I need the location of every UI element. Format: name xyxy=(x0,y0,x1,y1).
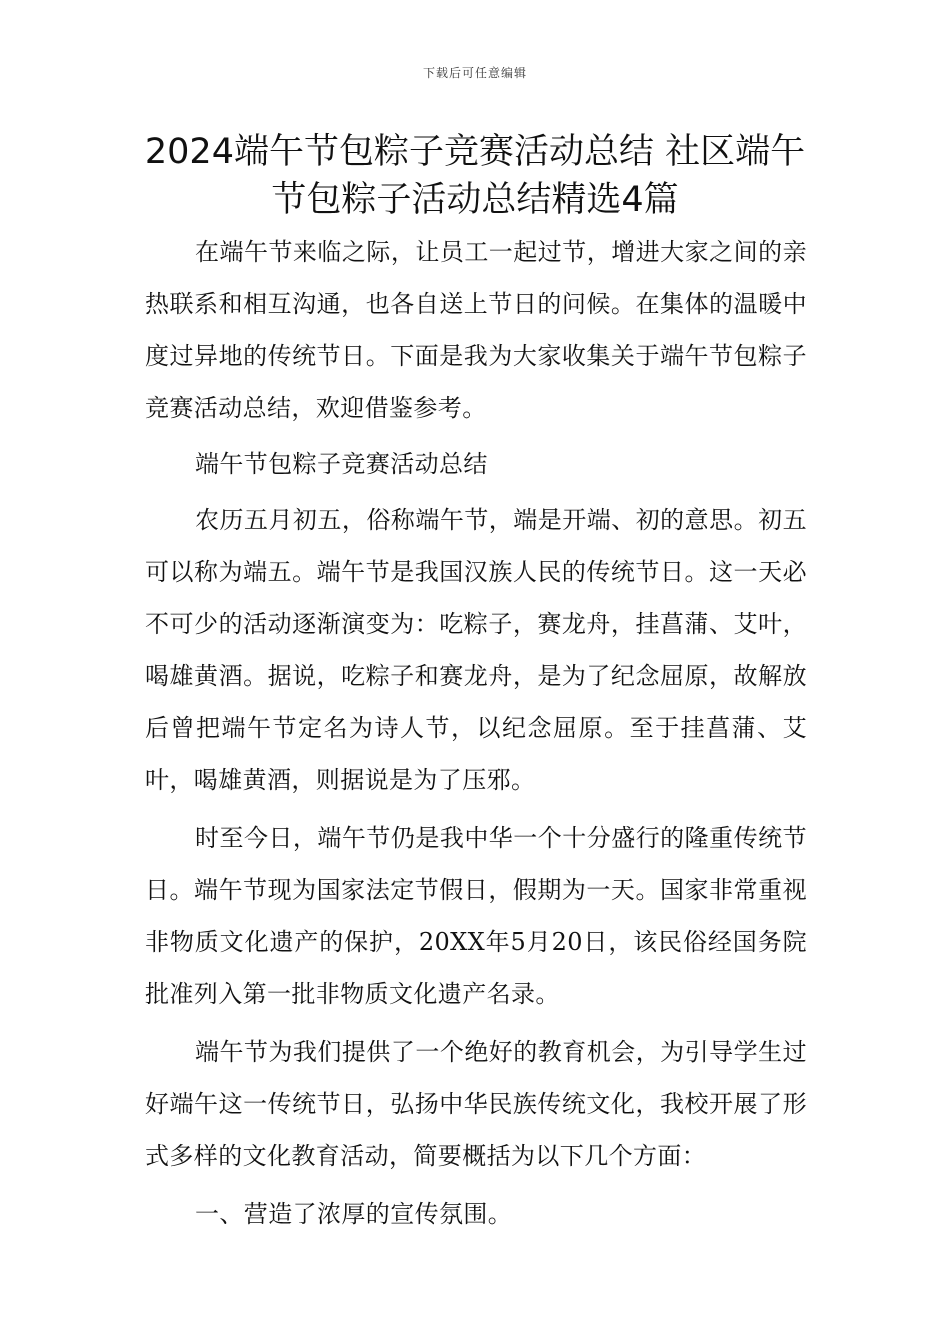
intro-paragraph: 在端午节来临之际，让员工一起过节，增进大家之间的亲热联系和相互沟通，也各自送上节日的问候。在集体的温暖中度过异地的传统节日。下面是我为大家收集关于端午节包粽子竞赛活动总结，欢迎借鉴参考。 xyxy=(145,238,807,422)
subheading-one: 一、营造了浓厚的宣传氛围。 xyxy=(195,1200,513,1228)
document-title xyxy=(110,128,840,224)
header-note: 下载后可任意编辑 xyxy=(422,66,527,80)
paragraph-today: 时至今日，端午节仍是我中华一个十分盛行的隆重传统节日。端午节现为国家法定节假日，假期为一天。国家非常重视非物质文化遗产的保护，20XX年5月20日，该民俗经国务院批准列入第一批非物质文化遗产名录。 xyxy=(145,824,807,1008)
paragraph-origin: 农历五月初五，俗称端午节，端是开端、初的意思。初五可以称为端五。端午节是我国汉族人民的传统节日。这一天必不可少的活动逐渐演变为：吃粽子，赛龙舟，挂菖蒲、艾叶，喝雄黄酒。据说，吃粽子和赛龙舟，是为了纪念屈原，故解放后曾把端午节定名为诗人节，以纪念屈原。至于挂菖蒲、艾叶，喝雄黄酒，则据说是为了压邪。 xyxy=(145,506,807,794)
document-body xyxy=(145,226,807,1240)
title-line-1: 2024端午节包粽子竞赛活动总结 社区端午 xyxy=(144,132,806,172)
section-heading: 端午节包粽子竞赛活动总结 xyxy=(195,450,488,478)
paragraph-education: 端午节为我们提供了一个绝好的教育机会，为引导学生过好端午这一传统节日，弘扬中华民族传统文化，我校开展了形式多样的文化教育活动，简要概括为以下几个方面： xyxy=(145,1038,807,1170)
title-line-2: 节包粽子活动总结精选4篇 xyxy=(271,180,679,220)
